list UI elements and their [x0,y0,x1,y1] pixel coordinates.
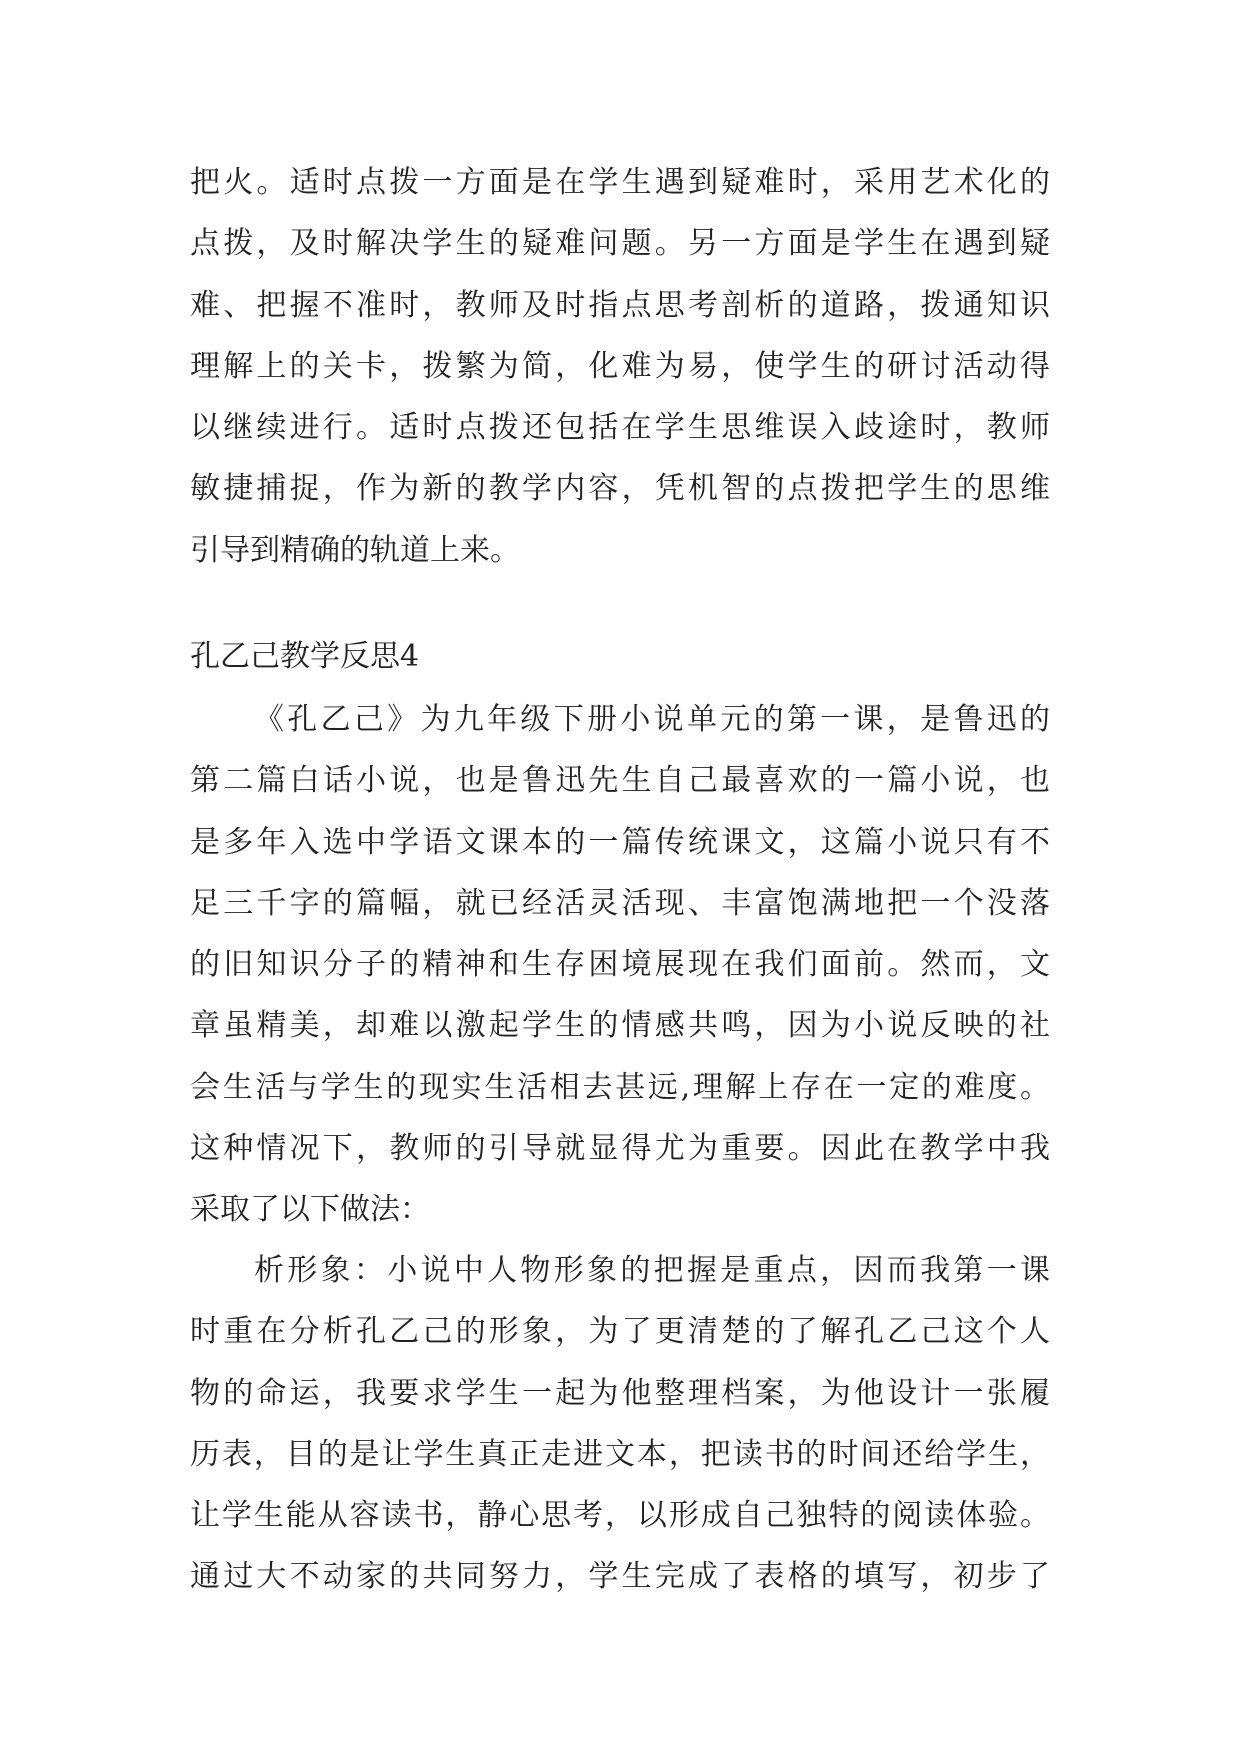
paragraph-3 [190,1240,1050,1608]
paragraph-2 [190,689,1050,1241]
paragraph-line: 时重在分析孔乙己的形象，为了更清楚的了解孔乙己这个人 [190,1314,1050,1350]
paragraph-line: 的旧知识分子的精神和生存困境展现在我们面前。然而，文 [190,947,1050,983]
paragraph-line: 《孔乙己》为九年级下册小说单元的第一课，是鲁迅的 [254,702,1050,737]
paragraph-line: 采取了以下做法： [190,1192,430,1228]
paragraph-line: 足三千字的篇幅，就已经活灵活现、丰富饱满地把一个没落 [190,885,1050,921]
paragraph-line: 敏捷捕捉，作为新的教学内容，凭机智的点拨把学生的思维 [190,471,1050,507]
paragraph-line: 第二篇白话小说，也是鲁迅先生自己最喜欢的一篇小说，也 [190,763,1050,799]
paragraph-line: 难、把握不准时，教师及时指点思考剖析的道路，拨通知识 [190,287,1050,323]
paragraph-line: 引导到精确的轨道上来。 [190,532,520,568]
paragraph-line: 通过大不动家的共同努力，学生完成了表格的填写，初步了 [190,1559,1050,1595]
paragraph-line: 是多年入选中学语文课本的一篇传统课文，这篇小说只有不 [190,824,1050,860]
paragraph-line: 让学生能从容读书，静心思考，以形成自己独特的阅读体验。 [190,1498,1050,1534]
paragraph-line: 点拨，及时解决学生的疑难问题。另一方面是学生在遇到疑 [190,226,1050,262]
paragraph-line: 理解上的关卡，拨繁为简，化难为易，使学生的研讨活动得 [190,348,1050,384]
paragraph-line: 会生活与学生的现实生活相去甚远,理解上存在一定的难度。 [190,1069,1050,1105]
paragraph-line: 历表，目的是让学生真正走进文本，把读书的时间还给学生， [190,1436,1050,1472]
paragraph-1 [190,152,1050,581]
paragraph-line: 析形象：小说中人物形象的把握是重点，因而我第一课 [254,1253,1050,1288]
paragraph-line: 物的命运，我要求学生一起为他整理档案，为他设计一张履 [190,1375,1050,1411]
paragraph-line: 以继续进行。适时点拨还包括在学生思维误入歧途时，教师 [190,410,1050,446]
section-heading: 孔乙己教学反思4 [190,639,420,674]
paragraph-line: 这种情况下，教师的引导就显得尤为重要。因此在教学中我 [190,1131,1050,1167]
paragraph-line: 把火。适时点拨一方面是在学生遇到疑难时，采用艺术化的 [190,165,1050,200]
paragraph-line: 章虽精美，却难以激起学生的情感共鸣，因为小说反映的社 [190,1008,1050,1044]
